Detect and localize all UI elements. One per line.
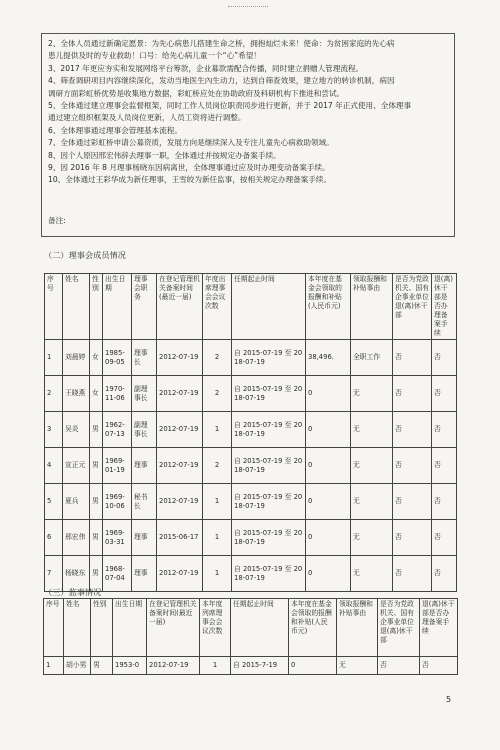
table-cell: 0: [306, 448, 351, 484]
col-header: 本年度在基金会领取的报酬和补贴(人民币元): [289, 599, 337, 657]
table-cell: 2012-07-19: [157, 448, 203, 484]
col-header: 本年度在基金会领取的报酬和补贴(人民币元): [306, 274, 351, 340]
table-cell: 2012-07-19: [157, 340, 203, 376]
col-header: 姓名: [63, 274, 90, 340]
table-cell: 无: [337, 657, 378, 675]
table-cell: 否: [432, 376, 457, 412]
col-header: 本年度列席理事会会议次数: [200, 599, 231, 657]
table-cell: 无: [351, 556, 393, 592]
table-cell: 理事: [132, 556, 157, 592]
resolution-line: 4、筛查调研项目内容继续深化，发动当地医生內生动力，达到自筛查效果，建立地方的转诊机制，病因: [48, 76, 395, 86]
table-cell: 2012-07-19: [157, 412, 203, 448]
supervisors-table: [43, 598, 458, 675]
table-cell: 否: [432, 484, 457, 520]
table-cell: 否: [393, 520, 432, 556]
col-header: 年度出席理事会会议次数: [203, 274, 232, 340]
top-edge-marks: [228, 0, 268, 7]
table-cell: 自 2015-07-19 至 2018-07-19: [232, 484, 306, 520]
resolution-line: 2、全体人员通过新确定愿景：为先心病患儿搭建生命之桥，拥抱灿烂未来！使命：为贫困家庭的先心病: [48, 39, 395, 48]
col-header: 出生日期: [103, 274, 132, 340]
table-cell: 0: [306, 484, 351, 520]
table-cell: 否: [393, 556, 432, 592]
table-cell: 自 2015-7-19: [231, 657, 289, 675]
board-section-title: （二）理事会成员情况: [44, 250, 126, 260]
table-cell: 2012-07-19: [157, 556, 203, 592]
table-cell: 宣正元: [63, 448, 90, 484]
table-row: [45, 340, 457, 376]
table-cell: 邢宏伟: [63, 520, 90, 556]
col-header: 性别: [90, 274, 103, 340]
col-header: 领取报酬和补贴事由: [351, 274, 393, 340]
table-cell: 无: [351, 520, 393, 556]
table-cell: 理事长: [132, 340, 157, 376]
resolution-line: 3、2017 年更应夯实和发展网络平台筹款，企业募款需配合传播，同时建立捐赠人管理流程。: [48, 63, 364, 73]
table-row: [44, 657, 458, 675]
table-cell: 副理事长: [132, 412, 157, 448]
table-cell: 0: [306, 412, 351, 448]
table-cell: 否: [393, 484, 432, 520]
col-header: 领取报酬和补贴事由: [337, 599, 378, 657]
col-header: 理事会职务: [132, 274, 157, 340]
table-cell: 1953-0: [113, 657, 147, 675]
table-cell: 副理事长: [132, 376, 157, 412]
table-cell: 2015-06-17: [157, 520, 203, 556]
table-cell: 秘书长: [132, 484, 157, 520]
table-cell: 1985-09-05: [103, 340, 132, 376]
table-cell: 否: [393, 376, 432, 412]
resolution-line: 7、全体通过彩虹桥申请公募资质，发展方向是继续深入及专注儿童先心病救助领域。: [48, 138, 334, 148]
table-cell: 杨晓东: [63, 556, 90, 592]
table-cell: 女: [90, 340, 103, 376]
col-header: 姓名: [64, 599, 91, 657]
table-cell: 7: [45, 556, 63, 592]
resolution-line: 6、全体理事通过理事会管理基本流程。: [48, 125, 182, 135]
table-cell: 女: [90, 376, 103, 412]
table-cell: 自 2015-07-19 至 2018-07-19: [232, 448, 306, 484]
table-cell: 6: [45, 520, 63, 556]
col-header: 性别: [91, 599, 113, 657]
table-row: [45, 484, 457, 520]
table-cell: 否: [393, 448, 432, 484]
resolutions-box: [41, 33, 455, 237]
table-header-row: [44, 599, 458, 657]
table-cell: 无: [351, 376, 393, 412]
table-cell: 无: [351, 484, 393, 520]
table-cell: 男: [90, 412, 103, 448]
table-cell: 3: [45, 412, 63, 448]
table-cell: 自 2015-07-19 至 2018-07-19: [232, 556, 306, 592]
table-cell: 王晓燕: [63, 376, 90, 412]
col-header: 在登记管理机关备案时间(最近一届): [157, 274, 203, 340]
table-cell: 否: [432, 448, 457, 484]
table-cell: 2: [45, 376, 63, 412]
col-header: 是否为党政机关、国有企事业单位退(离)休干部: [378, 599, 420, 657]
table-cell: 否: [378, 657, 420, 675]
col-header: 序号: [45, 274, 63, 340]
supervisor-section-title: （三）监事情况: [44, 587, 102, 597]
table-cell: 2012-07-19: [157, 484, 203, 520]
table-cell: 1969-03-31: [103, 520, 132, 556]
table-cell: 自 2015-07-19 至 2018-07-19: [232, 412, 306, 448]
table-cell: 否: [420, 657, 458, 675]
table-cell: 1970-11-06: [103, 376, 132, 412]
table-cell: 5: [45, 484, 63, 520]
table-cell: 4: [45, 448, 63, 484]
table-header-row: [45, 274, 457, 340]
table-cell: 自 2015-07-19 至 2018-07-19: [232, 340, 306, 376]
table-cell: 男: [90, 448, 103, 484]
table-cell: 理事: [132, 448, 157, 484]
table-cell: 0: [289, 657, 337, 675]
table-cell: 男: [90, 556, 103, 592]
table-cell: 1: [44, 657, 64, 675]
table-cell: 1: [200, 657, 231, 675]
table-cell: 2: [203, 448, 232, 484]
table-cell: 0: [306, 520, 351, 556]
table-cell: 1962-07-13: [103, 412, 132, 448]
table-row: [45, 412, 457, 448]
table-cell: 自 2015-07-19 至 2018-07-19: [232, 520, 306, 556]
table-cell: 1969-01-19: [103, 448, 132, 484]
col-header: 退(离)休干部是否办理备案手续: [432, 274, 457, 340]
table-cell: 0: [306, 376, 351, 412]
table-cell: 2012-07-19: [157, 376, 203, 412]
col-header: 退(离)休干部是否办理备案手续: [420, 599, 458, 657]
table-cell: 2: [203, 376, 232, 412]
table-cell: 自 2015-07-19 至 2018-07-19: [232, 376, 306, 412]
table-cell: 刘晨婷: [63, 340, 90, 376]
col-header: 任期起止时间: [231, 599, 289, 657]
table-cell: 理事: [132, 520, 157, 556]
remark-label: 备注:: [48, 216, 66, 225]
page-number: 5: [446, 695, 452, 704]
resolution-line: 调研方面彩虹桥优势是收集地方数据，彩虹桥应处在协助政府及科研机构下推进和尝试。: [48, 88, 345, 98]
resolution-line: 患儿提供及时的专业救助！口号：给先心病儿童一个“心”希望！: [48, 51, 261, 61]
table-cell: 否: [393, 340, 432, 376]
table-cell: 胡小男: [64, 657, 91, 675]
table-cell: 无: [351, 448, 393, 484]
table-cell: 2: [203, 340, 232, 376]
col-header: 是否为党政机关、国有企事业单位退(离)休干部: [393, 274, 432, 340]
col-header: 在登记管理机关备案时间(最近一届): [147, 599, 200, 657]
resolution-line: 通过建立组织框架及人员岗位更新，人员工资将进行调整。: [48, 113, 246, 123]
board-members-table: [44, 273, 457, 592]
table-cell: 否: [393, 412, 432, 448]
table-cell: 38,496.: [306, 340, 351, 376]
table-cell: 吴炎: [63, 412, 90, 448]
table-cell: 无: [351, 412, 393, 448]
table-cell: 1: [203, 484, 232, 520]
col-header: 任期起止时间: [232, 274, 306, 340]
resolution-line: 9、因 2016 年 8 月理事杨晓东因病离世，全体理事通过应及时办理变动备案手续。: [48, 163, 330, 173]
resolution-line: 8、因个人原因邢宏伟辞去理事一职，全体通过并按规定办备案手续。: [48, 150, 281, 160]
table-row: [45, 448, 457, 484]
col-header: 出生日期: [113, 599, 147, 657]
table-cell: 否: [432, 556, 457, 592]
table-cell: 夏兵: [63, 484, 90, 520]
table-cell: 0: [306, 556, 351, 592]
col-header: 序号: [44, 599, 64, 657]
table-cell: 否: [432, 520, 457, 556]
table-cell: 否: [432, 340, 457, 376]
resolution-line: 10、全体通过王彩华成为新任理事，王雪皎为新任监事，按相关规定办理备案手续。: [48, 175, 332, 185]
table-row: [45, 520, 457, 556]
table-row: [45, 376, 457, 412]
table-cell: 男: [91, 657, 113, 675]
table-cell: 否: [432, 412, 457, 448]
table-cell: 1: [203, 412, 232, 448]
table-cell: 男: [90, 484, 103, 520]
table-cell: 1: [203, 520, 232, 556]
resolution-line: 5、全体通过建立理事会监督框架，同时工作人员岗位职责同步进行更新，并于 2017 年正式使用、全体理事: [48, 101, 412, 111]
table-cell: 1968-07-04: [103, 556, 132, 592]
table-cell: 1: [45, 340, 63, 376]
table-cell: 1: [203, 556, 232, 592]
table-cell: 全职工作: [351, 340, 393, 376]
table-row: [45, 556, 457, 592]
table-cell: 男: [90, 520, 103, 556]
table-cell: 2012-07-19: [147, 657, 200, 675]
table-cell: 1969-10-06: [103, 484, 132, 520]
